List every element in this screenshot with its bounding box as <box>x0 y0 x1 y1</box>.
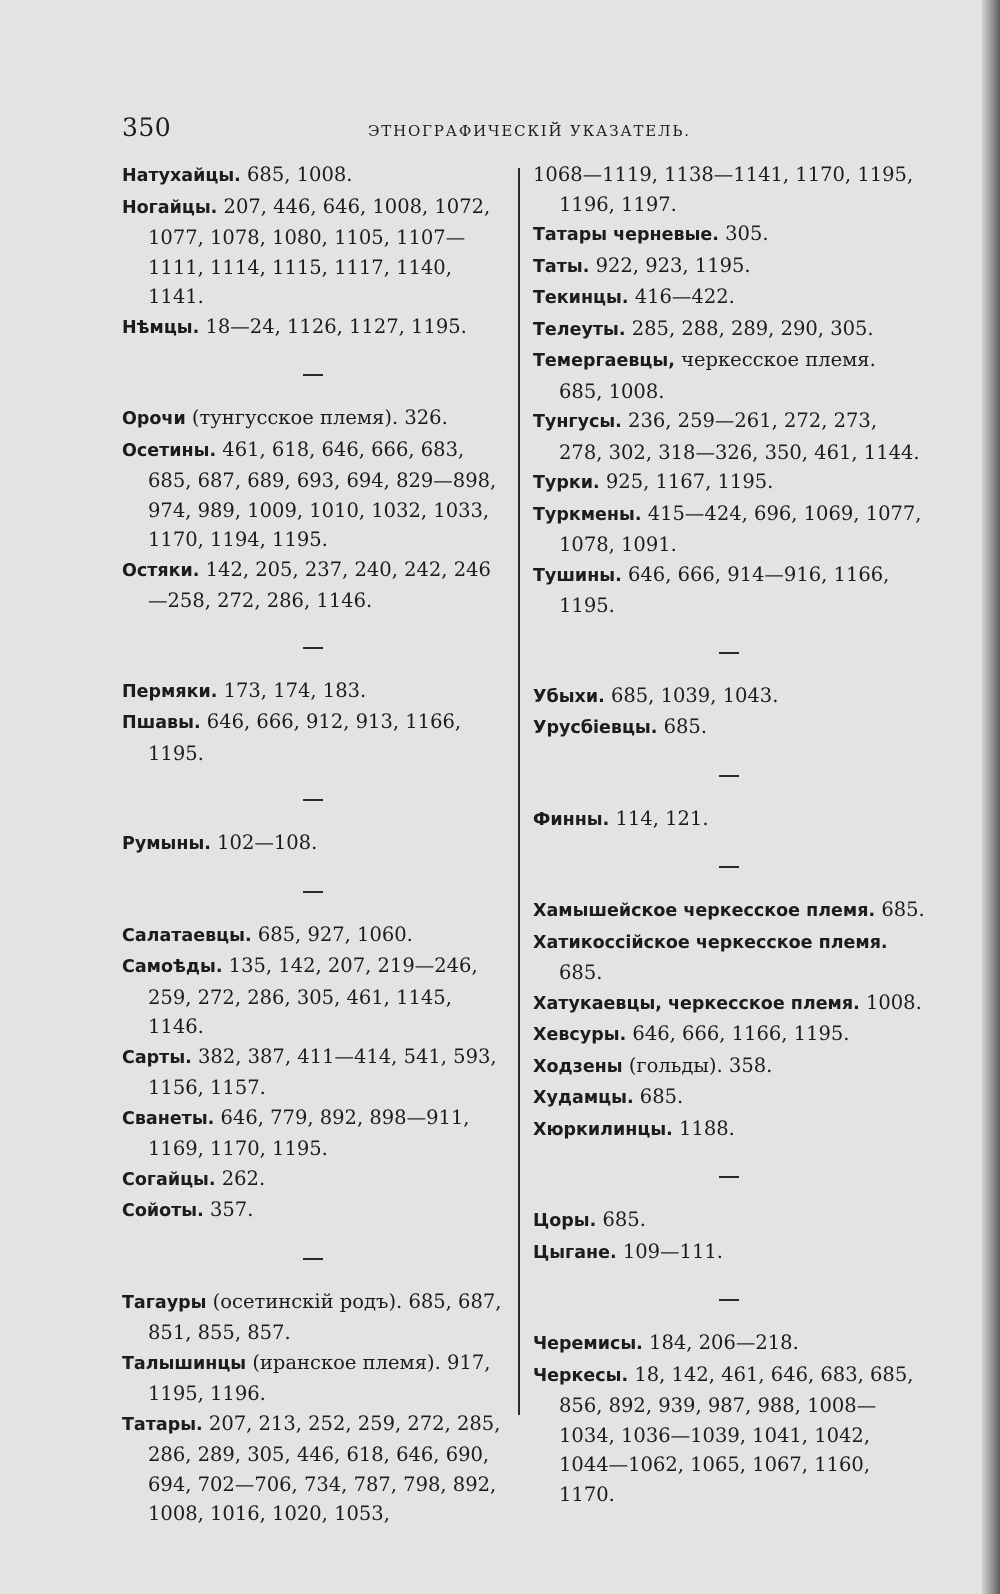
page-edge-shadow <box>982 0 1000 1594</box>
section-separator <box>533 1145 925 1205</box>
index-entry <box>122 435 504 555</box>
index-entry <box>533 1114 925 1146</box>
entry-headword: Сарты. <box>122 1047 192 1068</box>
index-entry <box>533 219 925 251</box>
entry-references: 1188. <box>679 1116 735 1140</box>
entry-headword: Румыны. <box>122 834 211 854</box>
entry-references: 18, 142, 461, 646, 683, 685, 856, 892, 939, 987, 988, 1008—1034, 1036—1039, 1041, 1042, 1044—1062, 1065, 1067, 1160, 1170. <box>559 1362 914 1506</box>
index-entry <box>533 406 925 467</box>
column-divider <box>518 168 520 1415</box>
entry-headword: Хевсуры. <box>533 1025 627 1045</box>
entry-references: 415—424, 696, 1069, 1077, 1078, 1091. <box>559 501 922 556</box>
entry-references: 305. <box>725 222 769 245</box>
entry-headword: Убыхи. <box>533 686 605 707</box>
index-entry <box>122 707 504 768</box>
index-entry <box>533 251 925 283</box>
entry-references: 685. <box>881 898 925 921</box>
entry-headword: Сванеты. <box>122 1108 215 1129</box>
entry-references: 102—108. <box>217 831 318 854</box>
entry-headword: Худамцы. <box>533 1088 634 1108</box>
section-separator <box>533 744 925 804</box>
entry-headword: Турки. <box>533 473 600 493</box>
entry-references: 207, 213, 252, 259, 272, 285, 286, 289, 305, 446, 618, 646, 690, 694, 702—706, 734, 787, 798, 892, 1008, 1016, 1020, 1053, <box>148 1411 501 1525</box>
entry-references: 173, 174, 183. <box>223 678 367 702</box>
entry-headword: Финны. <box>533 809 610 830</box>
running-title: ЭТНОГРАФИЧЕСКІЙ УКАЗАТЕЛЬ. <box>368 122 691 140</box>
index-entry <box>533 927 925 988</box>
entry-headword: Темергаевцы, <box>533 351 675 371</box>
entry-headword: Хюркилинцы. <box>533 1119 673 1140</box>
index-entry <box>533 1082 925 1114</box>
entry-headword: Согайцы. <box>122 1169 216 1190</box>
entry-references: (гольды). 358. <box>628 1053 773 1077</box>
entry-references: 207, 446, 646, 1008, 1072, 1077, 1078, 1080, 1105, 1107—1111, 1114, 1115, 1117, 1140, 1141. <box>148 194 491 308</box>
entry-references: 114, 121. <box>615 806 709 830</box>
index-entry <box>122 1042 504 1103</box>
index-entry <box>533 712 925 744</box>
entry-references: 382, 387, 411—414, 541, 593, 1156, 1157. <box>148 1044 497 1099</box>
entry-references: 142, 205, 237, 240, 242, 246—258, 272, 286, 1146. <box>148 557 491 612</box>
entry-references: 922, 923, 1195. <box>595 253 751 277</box>
entry-references: 18—24, 1126, 1127, 1195. <box>205 314 467 338</box>
index-entry <box>533 1360 925 1510</box>
index-entry <box>533 160 925 219</box>
index-entry <box>533 467 925 499</box>
index-entry <box>122 1409 504 1529</box>
entry-headword: Хамышейское черкесское племя. <box>533 901 876 921</box>
entry-references: 285, 288, 289, 290, 305. <box>631 316 874 340</box>
entry-references: черкесское племя. 685, 1008. <box>559 348 876 403</box>
page-number: 350 <box>122 113 172 142</box>
index-entry <box>533 681 925 713</box>
index-entry <box>533 1019 925 1051</box>
section-separator <box>122 343 504 403</box>
entry-references: 1008. <box>865 990 922 1014</box>
section-separator <box>122 860 504 920</box>
entry-headword: Черкесы. <box>533 1365 629 1386</box>
entry-references: 925, 1167, 1195. <box>605 470 774 493</box>
entry-headword: Тагауры <box>122 1292 207 1313</box>
index-entry <box>122 1287 504 1348</box>
index-entry <box>122 1103 504 1164</box>
entry-references: 416—422. <box>634 285 735 308</box>
entry-headword: Текинцы. <box>533 288 629 308</box>
entry-references: 646, 666, 912, 913, 1166, 1195. <box>148 710 462 765</box>
entry-references: 184, 206—218. <box>649 1331 799 1354</box>
entry-headword: Сойоты. <box>122 1201 204 1221</box>
entry-references: 685, 1008. <box>247 163 353 186</box>
index-entry <box>122 1195 504 1227</box>
right-column <box>533 160 925 1509</box>
index-entry <box>533 804 925 836</box>
index-entry <box>533 1205 925 1237</box>
entry-headword: Ногайцы. <box>122 197 218 218</box>
index-entry <box>533 282 925 314</box>
entry-references: 685. <box>602 1208 646 1231</box>
entry-headword: Талышинцы <box>122 1353 247 1374</box>
index-entry <box>122 160 504 192</box>
entry-references: 1068—1119, 1138—1141, 1170, 1195, 1196, 1197. <box>533 163 914 216</box>
entry-headword: Татары. <box>122 1414 203 1435</box>
entry-headword: Орочи <box>122 409 186 429</box>
entry-references: 685, 927, 1060. <box>257 922 413 946</box>
entry-headword: Туркмены. <box>533 504 642 525</box>
entry-references: 685. <box>559 961 603 984</box>
entry-headword: Тунгусы. <box>533 412 622 432</box>
entry-references: 262. <box>221 1166 266 1190</box>
entry-headword: Черемисы. <box>533 1334 643 1354</box>
entry-headword: Осетины. <box>122 440 217 461</box>
entry-headword: Цоры. <box>533 1211 597 1231</box>
entry-headword: Нѣмцы. <box>122 317 200 338</box>
index-entry <box>533 314 925 346</box>
entry-headword: Татары черневые. <box>533 225 719 245</box>
entry-references: 135, 142, 207, 219—246, 259, 272, 286, 305, 461, 1145, 1146. <box>148 954 478 1038</box>
section-separator <box>122 1227 504 1287</box>
entry-references: 357. <box>209 1198 254 1221</box>
entry-references: 646, 779, 892, 898—911, 1169, 1170, 1195. <box>148 1105 470 1160</box>
entry-headword: Салатаевцы. <box>122 925 252 946</box>
entry-headword: Натухайцы. <box>122 166 241 186</box>
entry-headword: Хатукаевцы, черкесское племя. <box>533 993 860 1014</box>
index-entry <box>533 988 925 1020</box>
index-entry <box>122 676 504 708</box>
index-entry <box>533 1328 925 1360</box>
entry-headword: Пшавы. <box>122 713 201 733</box>
index-entry <box>122 1164 504 1196</box>
entry-references: 685. <box>663 715 708 738</box>
entry-references: 109—111. <box>622 1239 723 1263</box>
left-column <box>122 160 504 1529</box>
index-entry <box>122 951 504 1042</box>
index-entry <box>533 499 925 560</box>
entry-references: (осетинскій родъ). 685, 687, 851, 855, 857. <box>148 1289 502 1344</box>
entry-references: 646, 666, 914—916, 1166, 1195. <box>559 562 890 617</box>
index-entry <box>122 920 504 952</box>
index-entry <box>533 895 925 927</box>
entry-headword: Таты. <box>533 256 590 277</box>
section-separator <box>533 835 925 895</box>
entry-references: (тунгусское племя). 326. <box>191 406 448 429</box>
section-separator <box>122 768 504 828</box>
index-entry <box>533 560 925 621</box>
entry-headword: Телеуты. <box>533 319 626 340</box>
entry-headword: Самоѣды. <box>122 957 223 977</box>
entry-references: 685, 1039, 1043. <box>610 683 779 707</box>
entry-references: 646, 666, 1166, 1195. <box>632 1022 850 1045</box>
index-entry <box>533 1051 925 1083</box>
entry-headword: Пермяки. <box>122 681 218 702</box>
entry-references: 236, 259—261, 272, 273, 278, 302, 318—326, 350, 461, 1144. <box>559 409 920 464</box>
index-entry <box>122 403 504 435</box>
entry-references: 461, 618, 646, 666, 683, 685, 687, 689, 693, 694, 829—898, 974, 989, 1009, 1010, 1032, 1033, 1170, 1194, 1195. <box>148 437 497 551</box>
entry-headword: Цыгане. <box>533 1242 617 1263</box>
section-separator <box>122 616 504 676</box>
index-entry <box>122 828 504 860</box>
section-separator <box>533 1268 925 1328</box>
index-entry <box>122 312 504 344</box>
index-entry <box>122 555 504 616</box>
index-entry <box>122 192 504 312</box>
entry-headword: Тушины. <box>533 565 622 586</box>
entry-headword: Хатикоссійское черкесское племя. <box>533 932 888 953</box>
index-entry <box>122 1348 504 1409</box>
entry-headword: Урусбіевцы. <box>533 718 658 738</box>
entry-headword: Остяки. <box>122 560 200 581</box>
entry-references: 685. <box>639 1085 684 1108</box>
entry-headword: Ходзены <box>533 1056 623 1077</box>
index-entry <box>533 1237 925 1269</box>
section-separator <box>533 621 925 681</box>
index-entry <box>533 345 925 406</box>
entry-references: (иранское племя). 917, 1195, 1196. <box>148 1350 491 1405</box>
